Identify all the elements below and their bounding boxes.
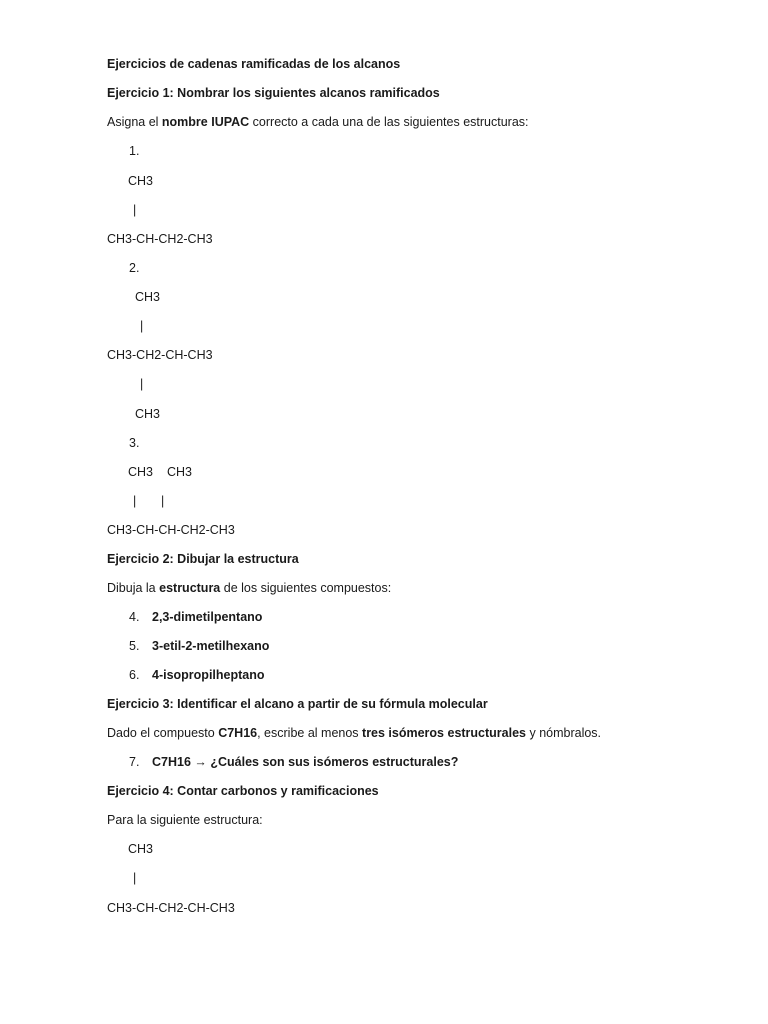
methyl-branch: CH3 <box>135 407 161 421</box>
compound-name: 4-isopropilheptano <box>152 668 265 682</box>
intro-text: correcto a cada una de las siguientes estructuras: <box>249 115 529 129</box>
question-text: ¿Cuáles son sus isómeros estructurales? <box>210 755 459 769</box>
intro-bold-text: C7H16 <box>218 726 258 740</box>
exercise-4-intro: Para la siguiente estructura: <box>107 813 263 827</box>
intro-bold-text: estructura <box>159 581 221 595</box>
main-chain: CH3-CH-CH2-CH3 <box>107 232 213 246</box>
compound-name: 2,3-dimetilpentano <box>152 610 263 624</box>
list-item <box>129 667 265 683</box>
intro-text: Asigna el <box>107 115 162 129</box>
list-item <box>129 609 262 625</box>
compound-name: 3-etil-2-metilhexano <box>152 639 270 653</box>
exercise-3-intro <box>107 725 601 741</box>
list-number: 7. <box>129 755 140 769</box>
list-number: 4. <box>129 610 140 624</box>
intro-bold-text: nombre IUPAC <box>161 115 250 129</box>
exercise-1-heading: Ejercicio 1: Nombrar los siguientes alcanos ramificados <box>107 86 440 100</box>
list-item <box>129 754 458 770</box>
intro-text: Dado el compuesto <box>107 726 219 740</box>
intro-text: Dibuja la <box>107 581 160 595</box>
bond-line: | <box>133 871 137 885</box>
list-item <box>129 638 269 654</box>
main-chain: CH3-CH-CH-CH2-CH3 <box>107 523 235 537</box>
methyl-branch: CH3 <box>135 290 161 304</box>
exercise-4-heading: Ejercicio 4: Contar carbonos y ramificaciones <box>107 784 379 798</box>
list-number: 6. <box>129 668 140 682</box>
document-title: Ejercicios de cadenas ramificadas de los alcanos <box>107 57 401 71</box>
intro-bold-text: tres isómeros estructurales <box>362 726 526 740</box>
exercise-3-heading: Ejercicio 3: Identificar el alcano a partir de su fórmula molecular <box>107 697 488 711</box>
bond-line: | <box>161 494 165 508</box>
bond-line: | <box>140 377 144 391</box>
exercise-1-intro <box>107 114 529 130</box>
methyl-branch: CH3 <box>128 465 154 479</box>
formula: C7H16 <box>152 755 191 769</box>
intro-text: y nómbralos. <box>526 726 602 740</box>
list-number: 3. <box>129 436 140 450</box>
methyl-branch: CH3 <box>128 174 154 188</box>
bond-line: | <box>140 319 144 333</box>
methyl-branch: CH3 <box>128 842 154 856</box>
methyl-branch: CH3 <box>167 465 193 479</box>
exercise-2-heading: Ejercicio 2: Dibujar la estructura <box>107 552 299 566</box>
intro-text: , escribe al menos <box>257 726 363 740</box>
main-chain: CH3-CH2-CH-CH3 <box>107 348 213 362</box>
bond-line: | <box>133 494 137 508</box>
list-number: 1. <box>129 144 140 158</box>
bond-line: | <box>133 203 137 217</box>
intro-text: de los siguientes compuestos: <box>220 581 392 595</box>
arrow-icon: → <box>190 755 211 769</box>
list-number: 5. <box>129 639 140 653</box>
list-number: 2. <box>129 261 140 275</box>
main-chain: CH3-CH-CH2-CH-CH3 <box>107 901 235 915</box>
exercise-2-intro <box>107 580 391 596</box>
